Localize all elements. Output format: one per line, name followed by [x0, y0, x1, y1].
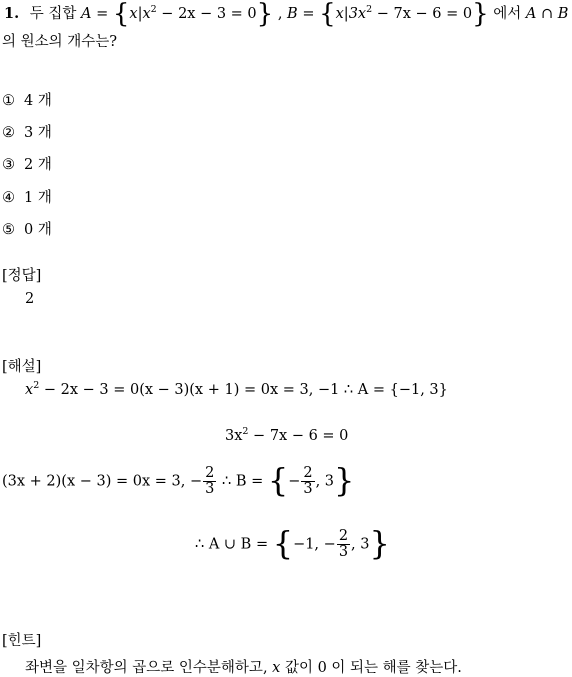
- set-a-condition: x|x: [129, 6, 151, 22]
- fraction: [301, 466, 314, 497]
- question-prefix: 두 집합: [29, 6, 81, 22]
- set-b-condition: x|3x: [335, 6, 367, 22]
- union-element: , 3: [351, 536, 370, 553]
- choice-text: 4 개: [24, 93, 52, 109]
- answer-label: [정답]: [2, 268, 42, 284]
- choice-text: 3 개: [24, 125, 52, 141]
- choice-2[interactable]: [2, 121, 52, 142]
- answer-value: 2: [25, 291, 35, 307]
- fraction-denominator: 3: [205, 481, 215, 497]
- question-number: 1.: [4, 5, 20, 22]
- choice-5[interactable]: [2, 218, 52, 239]
- set-b-equation: − 7x − 6 = 0: [372, 6, 473, 22]
- set-b-element: −: [288, 473, 301, 490]
- set-a-equation: − 2x − 3 = 0: [156, 6, 257, 22]
- hint-text-b: 값이 0 이 되는 해를 찾는다.: [280, 660, 462, 676]
- solution-step-3b: ∴ B =: [217, 473, 268, 490]
- solution-line-4: ∴ A ∪ B = {−1, − $\frac{2}{3}$ , 3}: [195, 524, 390, 563]
- hint-text: [25, 656, 462, 677]
- solution-line-1: $x^2 - 2x - 3 = 0(x - 3)(x + 1) = 0x = 3$, −1 ∴ A = {−1, 3}: [25, 380, 448, 398]
- choice-text: 0 개: [24, 222, 52, 238]
- solution-line-2: $3x^2 - 7x - 6 = 0$: [225, 426, 349, 444]
- union-element: −1, −: [293, 536, 336, 553]
- solution-label: [해설]: [2, 359, 42, 375]
- solution-step-1: − 2x − 3 = 0(x − 3)(x + 1) = 0x = 3, −1 ∴ A = {−1, 3}: [39, 382, 448, 398]
- fraction-numerator: 2: [205, 465, 215, 481]
- fraction-denominator: 3: [303, 481, 313, 497]
- set-a-name: A: [81, 6, 92, 22]
- solution-step-4: ∴ A ∪ B =: [195, 536, 273, 553]
- choice-mark: ③: [2, 157, 15, 173]
- hint-text-a: 좌변을 일차항의 곱으로 인수분해하고,: [25, 660, 273, 676]
- solution-var: x: [25, 382, 34, 398]
- intersection-expression: A ∩ B: [525, 6, 569, 22]
- question-suffix: 에서: [493, 6, 526, 22]
- choice-4[interactable]: [2, 186, 52, 207]
- fraction: [337, 529, 350, 560]
- solution-step-3: (3x + 2)(x − 3) = 0x = 3, −: [2, 473, 203, 490]
- solution-term: 3x: [225, 428, 243, 444]
- choice-text: 1 개: [24, 190, 52, 206]
- choice-mark: ⑤: [2, 222, 15, 238]
- hint-label: [힌트]: [2, 633, 42, 649]
- question-line-1: 1. 두 집합 $A = \{x|x^2 - 2x - 3 = 0\}$ , $B = \{x|3x^2 - 7x - 6 = 0\}$ 에서 A ∩ B: [4, 0, 569, 29]
- choice-text: 2 개: [24, 157, 52, 173]
- choice-3[interactable]: [2, 153, 52, 174]
- fraction-numerator: 2: [338, 528, 349, 544]
- hint-var: x: [272, 660, 281, 676]
- set-b-element: , 3: [315, 473, 335, 490]
- choice-mark: ④: [2, 190, 15, 206]
- choice-mark: ②: [2, 125, 15, 141]
- fraction-denominator: 3: [338, 544, 349, 560]
- question-line-2: 의 원소의 개수는?: [2, 34, 118, 50]
- choice-mark: ①: [2, 93, 15, 109]
- choice-1[interactable]: [2, 89, 52, 110]
- fraction: [203, 466, 216, 497]
- solution-step-2: − 7x − 6 = 0: [248, 428, 349, 444]
- separator: ,: [277, 6, 283, 22]
- solution-line-3: (3x + 2)(x − 3) = 0x = 3, − $\frac{2}{3}$ ∴ B = {− $\frac{2}{3}$ , 3}: [2, 461, 355, 500]
- set-b-name: B: [287, 6, 298, 22]
- fraction-numerator: 2: [303, 465, 313, 481]
